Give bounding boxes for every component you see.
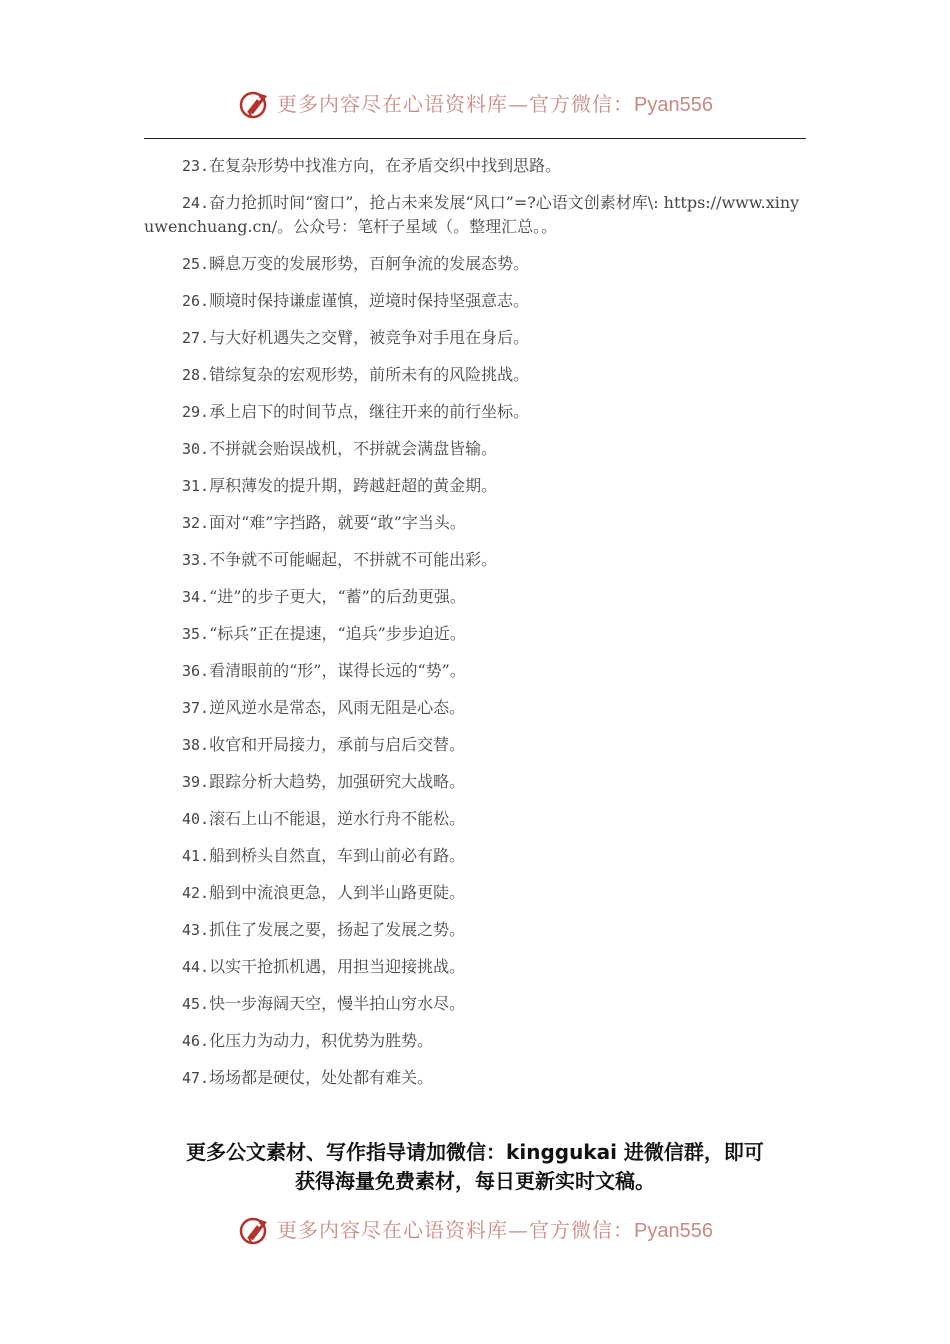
list-item: 42.船到中流浪更急，人到半山路更陡。 bbox=[182, 883, 466, 902]
promo-notice bbox=[100, 1138, 850, 1196]
list-item: 35.“标兵”正在提速，“追兵”步步迫近。 bbox=[182, 624, 466, 643]
promo-line-2: 获得海量免费素材，每日更新实时文稿。 bbox=[295, 1169, 655, 1193]
list-item: 44.以实干抢抓机遇，用担当迎接挑战。 bbox=[182, 957, 466, 976]
list-item: 30.不拼就会贻误战机，不拼就会满盘皆输。 bbox=[182, 439, 498, 458]
header-divider bbox=[144, 138, 806, 139]
list-item: 36.看清眼前的“形”，谋得长远的“势”。 bbox=[182, 661, 466, 680]
watermark-text: 更多内容尽在心语资料库—官方微信： bbox=[277, 91, 635, 116]
list-item: 38.收官和开局接力，承前与启后交替。 bbox=[182, 735, 466, 754]
list-item: 43.抓住了发展之要，扬起了发展之势。 bbox=[182, 920, 466, 939]
list-item: 31.厚积薄发的提升期，跨越赶超的黄金期。 bbox=[182, 476, 498, 495]
list-item: 26.顺境时保持谦虚谨慎，逆境时保持坚强意志。 bbox=[182, 291, 530, 310]
list-item: 29.承上启下的时间节点，继往开来的前行坐标。 bbox=[182, 402, 530, 421]
list-item: 37.逆风逆水是常态，风雨无阻是心态。 bbox=[182, 698, 466, 717]
list-item: 27.与大好机遇失之交臂，被竞争对手甩在身后。 bbox=[182, 328, 530, 347]
promo-line-1: 更多公文素材、写作指导请加微信：kinggukai 进微信群，即可 bbox=[186, 1140, 764, 1164]
list-item: 45.快一步海阔天空，慢半拍山穷水尽。 bbox=[182, 994, 466, 1013]
watermark-text: 更多内容尽在心语资料库—官方微信： bbox=[277, 1217, 635, 1242]
header-watermark bbox=[0, 84, 950, 124]
footer-watermark bbox=[0, 1210, 950, 1250]
pen-nib-logo-icon bbox=[237, 86, 273, 122]
list-item: 24.奋力抢抓时间“窗口”，抢占未来发展“风口”=?心语文创素材库\: https://www.xinyuwenchuang.cn/。公众号：笔杆子星域（。整理汇总。。 bbox=[144, 193, 800, 236]
list-item: 23.在复杂形势中找准方向，在矛盾交织中找到思路。 bbox=[182, 156, 562, 175]
pen-nib-logo-icon bbox=[237, 1212, 273, 1248]
list-item: 40.滚石上山不能退，逆水行舟不能松。 bbox=[182, 809, 466, 828]
list-item: 46.化压力为动力，积优势为胜势。 bbox=[182, 1031, 434, 1050]
list-item: 32.面对“难”字挡路，就要“敢”字当头。 bbox=[182, 513, 466, 532]
list-item: 33.不争就不可能崛起，不拼就不可能出彩。 bbox=[182, 550, 498, 569]
wechat-id: Pyan556 bbox=[634, 1219, 713, 1242]
list-item: 25.瞬息万变的发展形势，百舸争流的发展态势。 bbox=[182, 254, 530, 273]
list-item: 39.跟踪分析大趋势，加强研究大战略。 bbox=[182, 772, 466, 791]
list-item: 34.“进”的步子更大，“蓄”的后劲更强。 bbox=[182, 587, 466, 606]
wechat-id: Pyan556 bbox=[634, 93, 713, 116]
list-item: 47.场场都是硬仗，处处都有难关。 bbox=[182, 1068, 434, 1087]
phrase-list bbox=[144, 150, 806, 1090]
list-item: 41.船到桥头自然直，车到山前必有路。 bbox=[182, 846, 466, 865]
list-item: 28.错综复杂的宏观形势，前所未有的风险挑战。 bbox=[182, 365, 530, 384]
